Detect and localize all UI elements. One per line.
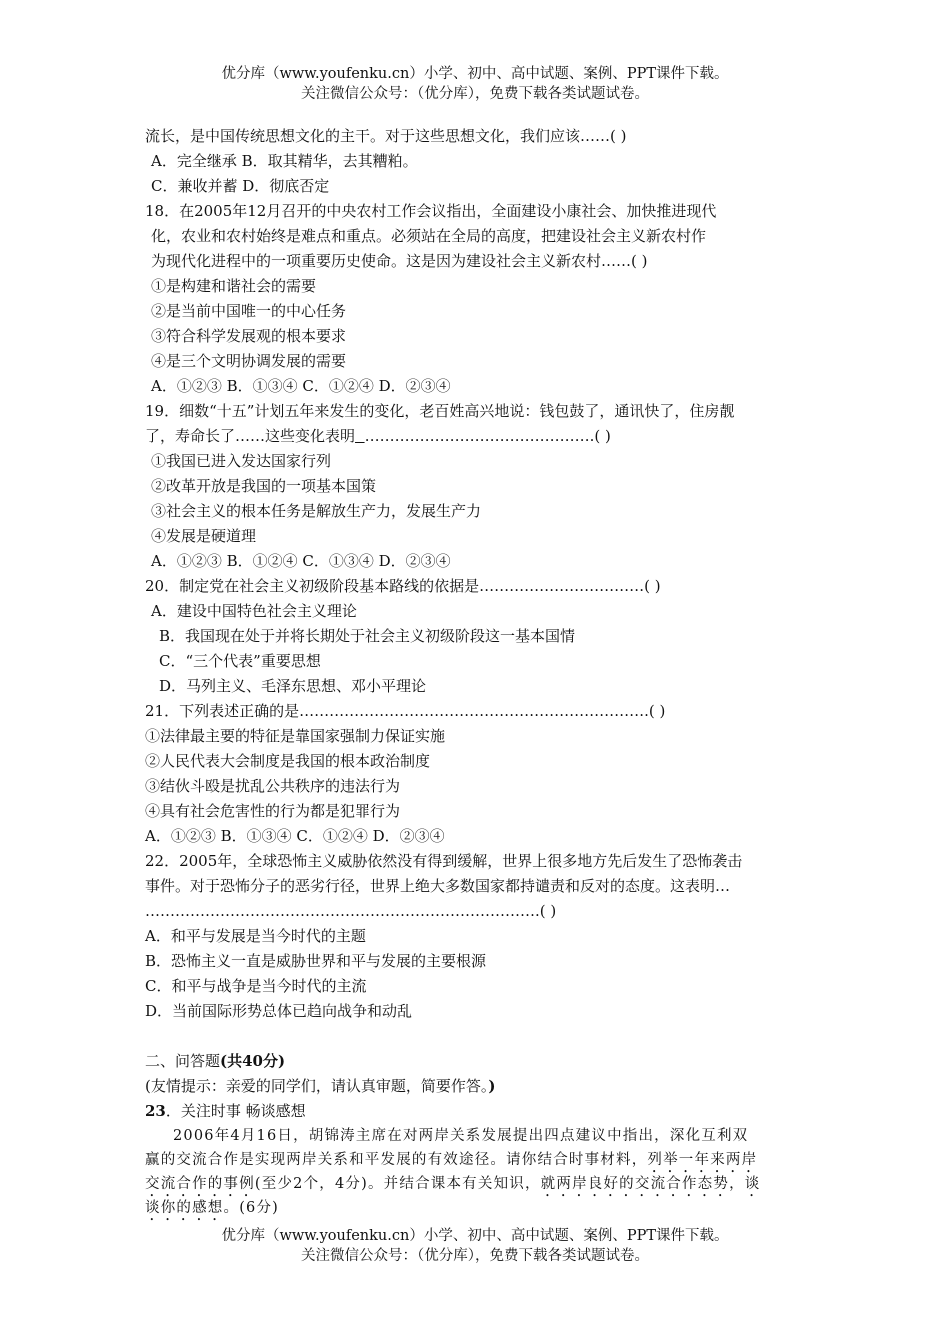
section-2-title xyxy=(145,1049,815,1074)
q20-option-a: A．建设中国特色社会主义理论 xyxy=(151,602,357,620)
footer-line-2: 关注微信公众号：（优分库），免费下载各类试题试卷。 xyxy=(301,1248,649,1264)
q18-stem-line-1: 18．在2005年12月召开的中央农村工作会议指出，全面建设小康社会、加快推进现代 xyxy=(145,202,717,220)
page-footer xyxy=(0,1226,950,1266)
q21-item-1: ①法律最主要的特征是靠国家强制力保证实施 xyxy=(145,727,446,745)
section-2-tip-close: ) xyxy=(488,1077,496,1095)
q22-stem-line-2: 事件。对于恐怖分子的恶劣行径，世界上绝大多数国家都持谴责和反对的态度。这表明… xyxy=(145,877,731,895)
q23-title xyxy=(145,1099,815,1124)
q21-stem: 21．下列表述正确的是…………………………………………………………….( ) xyxy=(145,702,666,720)
q20-option-b: B．我国现在处于并将长期处于社会主义初级阶段这一基本国情 xyxy=(159,627,576,645)
q21-options: A．①②③ B．①③④ C．①②④ D．②③④ xyxy=(145,827,445,845)
q19-stem-text: 了，寿命长了……这些变化表明 xyxy=(145,427,356,445)
q23-emphasis-4: 谈你的感想 xyxy=(145,1200,224,1216)
q19-options: A．①②③ B．①②④ C．①③④ D．②③④ xyxy=(151,552,451,570)
q17-options-ab: A．完全继承 B．取其精华，去其糟粕。 xyxy=(151,152,418,170)
q20-stem: 20．制定党在社会主义初级阶段基本路线的依据是……………………………( ) xyxy=(145,577,661,595)
q23-material-text-3: (至少2个，4分)。并结合课本有关知识， xyxy=(254,1176,541,1192)
q19-item-1: ①我国已进入发达国家行列 xyxy=(151,452,332,470)
q19-item-2: ②改革开放是我国的一项基本国策 xyxy=(151,477,377,495)
document-body xyxy=(145,124,815,1220)
q23-emphasis-2: 交流合作的事例 xyxy=(145,1176,255,1192)
section-2-tip xyxy=(145,1074,815,1099)
section-2-points: (共40分) xyxy=(220,1052,286,1070)
q23-number: 23 xyxy=(145,1102,166,1120)
q17-options-cd: C．兼收并蓄 D．彻底否定 xyxy=(151,177,330,195)
q19-stem-dots: ……………………………………….( ) xyxy=(364,427,611,445)
q17-stem-tail: 流长，是中国传统思想文化的主干。对于这些思想文化，我们应该……( ) xyxy=(145,127,627,145)
q23-material-text-2: 赢的交流合作是实现两岸关系和平发展的有效途径。请你结合时事材料， xyxy=(145,1152,648,1168)
q21-item-4: ④具有社会危害性的行为都是犯罪行为 xyxy=(145,802,401,820)
q18-item-3: ③符合科学发展观的根本要求 xyxy=(151,327,347,345)
q19-stem-line-1: 19．细数“十五”计划五年来发生的变化，老百姓高兴地说：钱包鼓了，通讯快了，住房靓 xyxy=(145,402,735,420)
q22-stem-line-1: 22．2005年，全球恐怖主义威胁依然没有得到缓解，世界上很多地方先后发生了恐怖袭击 xyxy=(145,852,743,870)
q23-material-text-4: 。(6分) xyxy=(223,1200,280,1216)
q19-answer-blank xyxy=(355,427,365,445)
page-header xyxy=(0,64,950,104)
q23-emphasis-3: 就两岸良好的交流合作态势，谈 xyxy=(540,1176,761,1192)
q18-item-1: ①是构建和谐社会的需要 xyxy=(151,277,317,295)
header-line-2: 关注微信公众号：（优分库），免费下载各类试题试卷。 xyxy=(301,86,649,102)
q23-material-line-1: 2006年4月16日，胡锦涛主席在对两岸关系发展提出四点建议中指出，深化互利双 xyxy=(173,1128,749,1144)
q18-stem-line-3: 为现代化进程中的一项重要历史使命。这是因为建设社会主义新农村……( ) xyxy=(151,252,648,270)
q21-item-3: ③结伙斗殴是扰乱公共秩序的违法行为 xyxy=(145,777,401,795)
section-2-tip-text: (友情提示：亲爱的同学们，请认真审题，简要作答。 xyxy=(145,1077,489,1095)
q23-material-line-3 xyxy=(145,1172,815,1196)
q23-material-line-4 xyxy=(145,1196,815,1220)
q19-stem-line-2 xyxy=(145,424,815,449)
q18-item-2: ②是当前中国唯一的中心任务 xyxy=(151,302,347,320)
q22-option-c: C．和平与战争是当今时代的主流 xyxy=(145,977,367,995)
q22-option-b: B．恐怖主义一直是威胁世界和平与发展的主要根源 xyxy=(145,952,487,970)
q21-item-2: ②人民代表大会制度是我国的根本政治制度 xyxy=(145,752,431,770)
q23-material-line-2 xyxy=(145,1148,815,1172)
q19-item-3: ③社会主义的根本任务是解放生产力，发展生产力 xyxy=(151,502,482,520)
q19-item-4: ④发展是硬道理 xyxy=(151,527,257,545)
footer-line-1: 优分库（www.youfenku.cn）小学、初中、高中试题、案例、PPT课件下载。 xyxy=(221,1228,729,1244)
header-line-1: 优分库（www.youfenku.cn）小学、初中、高中试题、案例、PPT课件下载。 xyxy=(221,66,729,82)
q18-item-4: ④是三个文明协调发展的需要 xyxy=(151,352,347,370)
q23-emphasis-1: 列举一年来两岸 xyxy=(647,1152,758,1168)
section-spacer xyxy=(145,1024,815,1049)
q22-stem-line-3: …………………………………………………………………….( ) xyxy=(145,902,557,920)
q20-option-c: C．“三个代表”重要思想 xyxy=(159,652,321,670)
q23-title-text: ．关注时事 畅谈感想 xyxy=(165,1102,306,1120)
q18-stem-line-2: 化，农业和农村始终是难点和重点。必须站在全局的高度，把建设社会主义新农村作 xyxy=(151,227,707,245)
q22-option-d: D．当前国际形势总体已趋向战争和动乱 xyxy=(145,1002,413,1020)
section-2-title-text: 二、问答题 xyxy=(145,1052,221,1070)
q22-option-a: A．和平与发展是当今时代的主题 xyxy=(145,927,366,945)
q18-options: A．①②③ B．①③④ C．①②④ D．②③④ xyxy=(151,377,451,395)
q20-option-d: D．马列主义、毛泽东思想、邓小平理论 xyxy=(159,677,427,695)
